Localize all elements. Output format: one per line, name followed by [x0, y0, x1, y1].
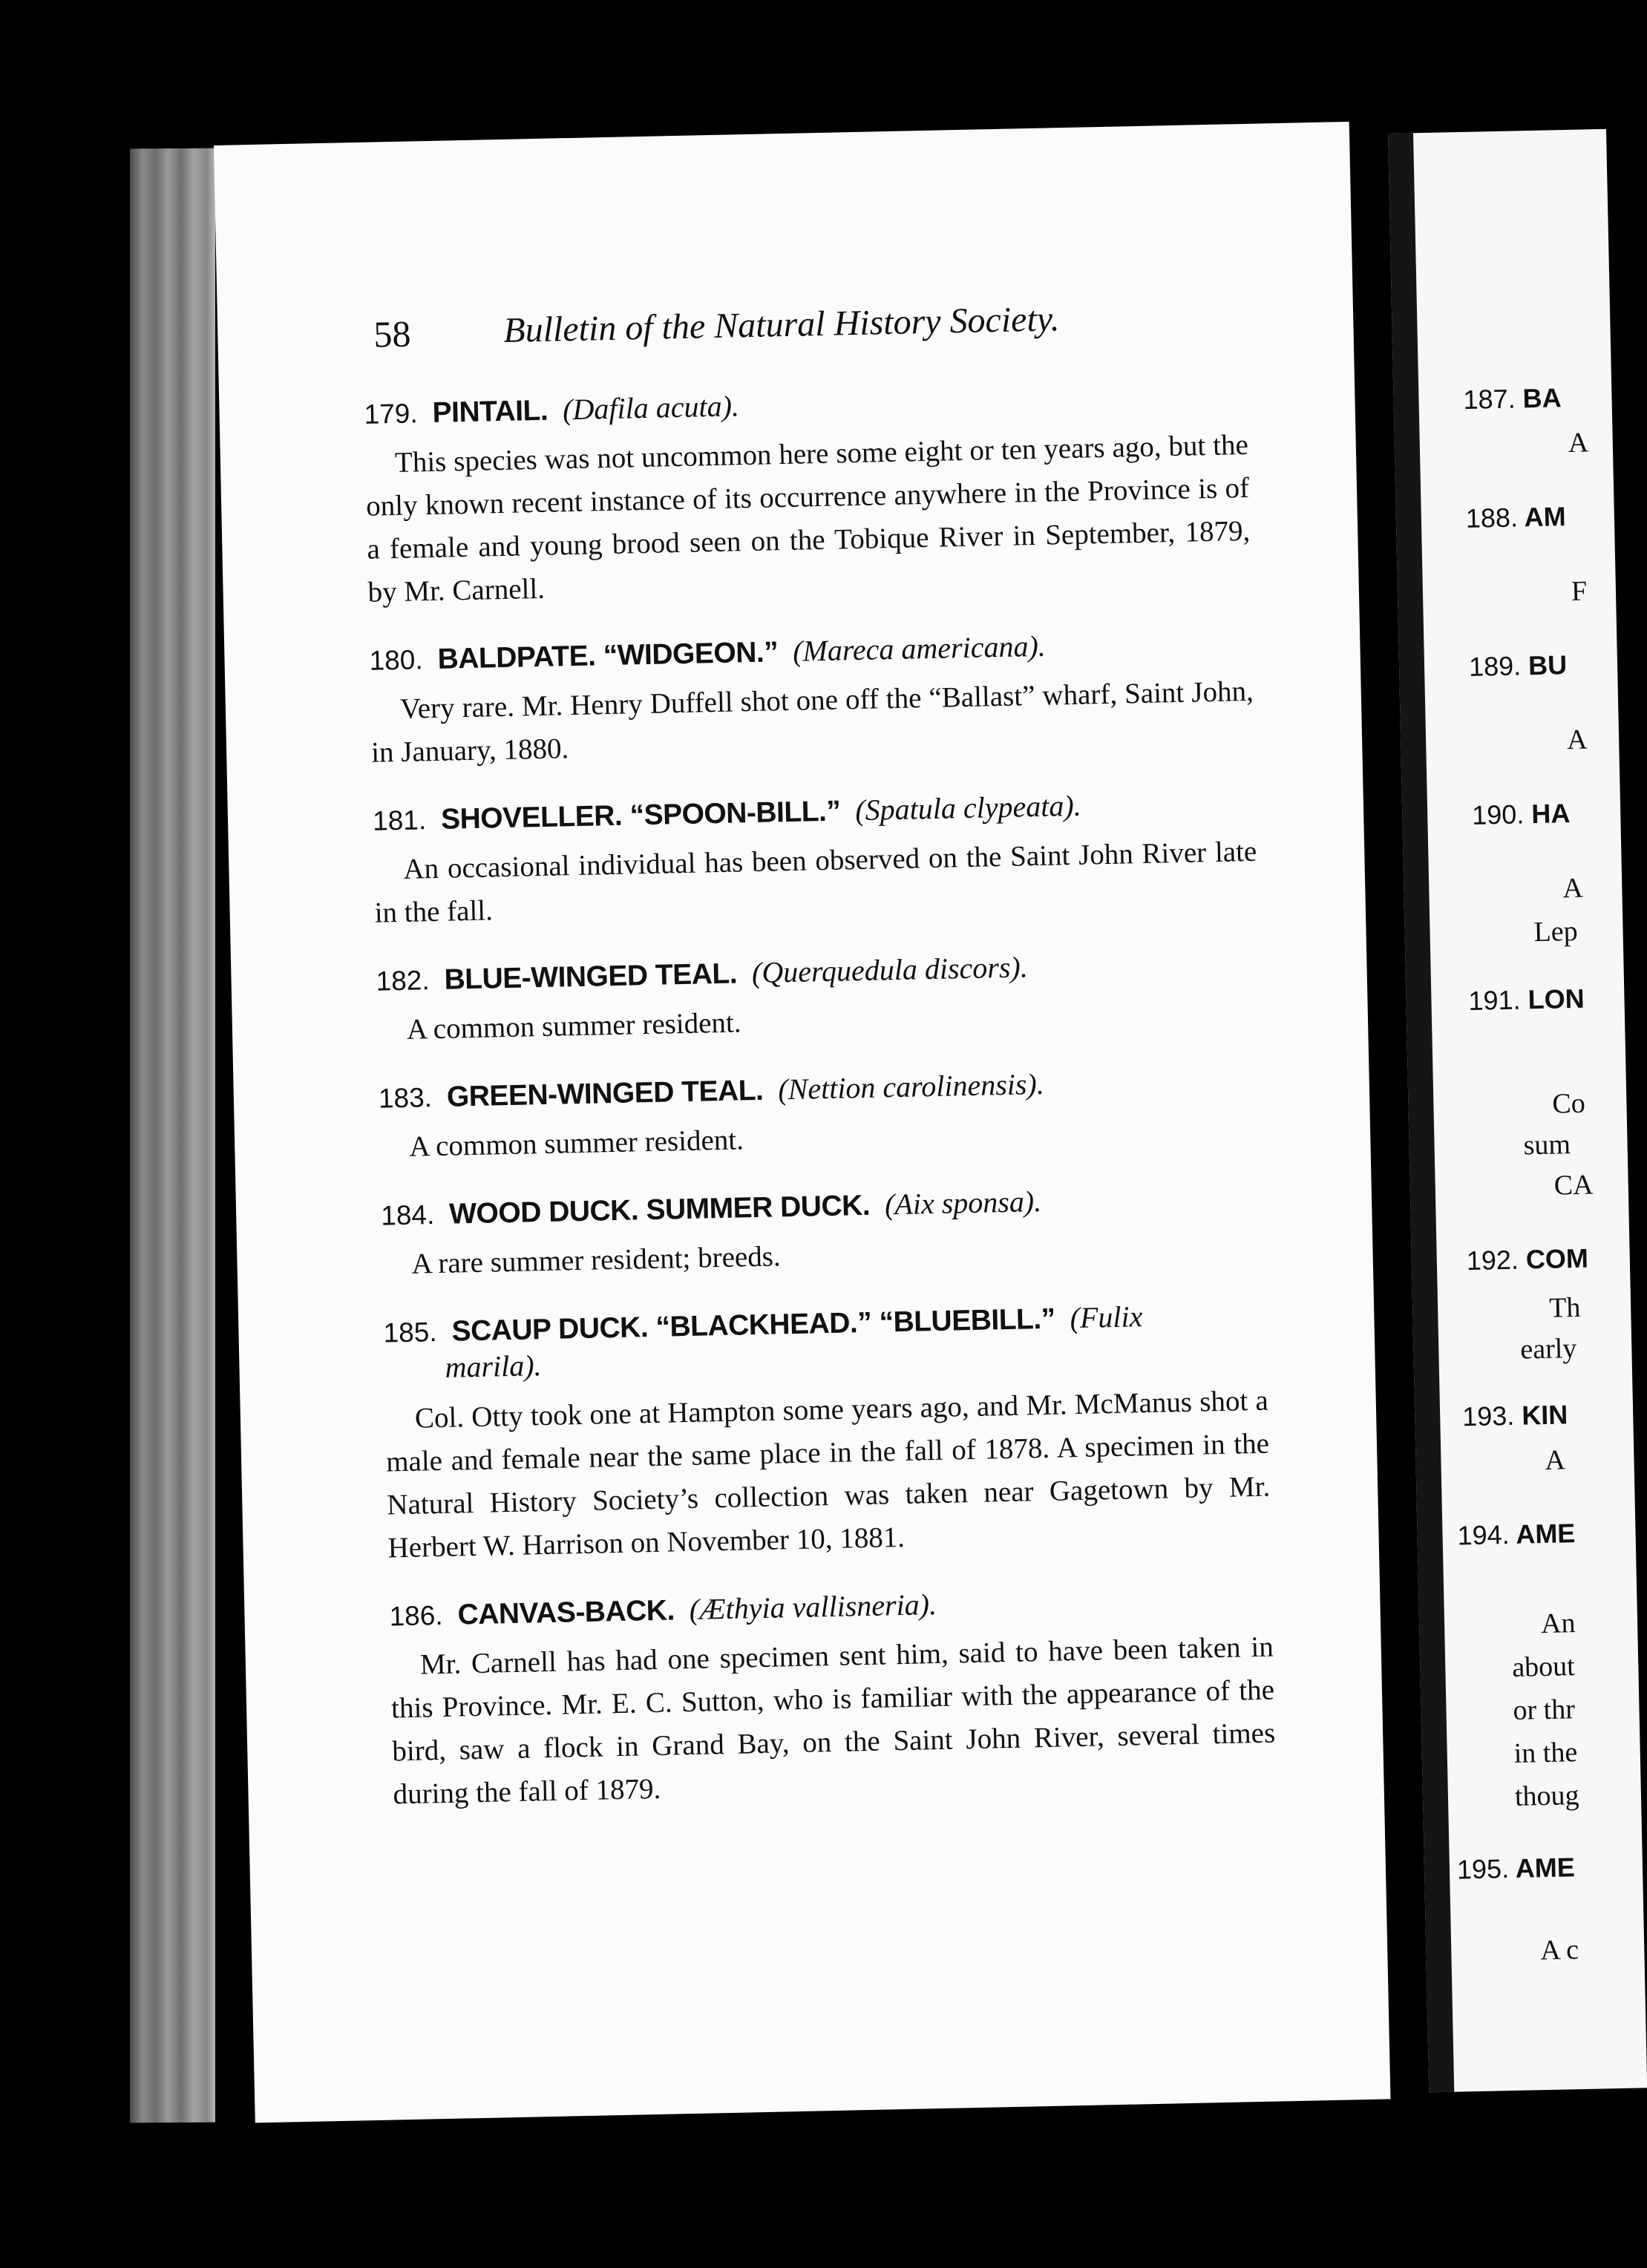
facing-text: F — [1571, 575, 1588, 607]
left-page — [214, 122, 1390, 2123]
facing-text: Lep — [1533, 915, 1579, 948]
latin-name: (Nettion carolinensis). — [777, 1066, 1045, 1107]
facing-text: Co — [1551, 1087, 1586, 1120]
page-number: 58 — [373, 312, 411, 355]
facing-text: A — [1568, 427, 1589, 459]
facing-entry-187: 187. BA — [1463, 382, 1562, 415]
entry-text: A common summer resident. — [408, 1124, 744, 1163]
facing-text: A — [1566, 724, 1588, 756]
common-name: SCAUP DUCK. “BLACKHEAD.” “BLUEBILL.” — [451, 1302, 1056, 1348]
facing-text: CA — [1553, 1169, 1594, 1202]
entry-text: A common summer resident. — [406, 1006, 741, 1046]
entry-number: 181. — [372, 804, 427, 836]
facing-page — [1388, 129, 1647, 2093]
common-name: BLUE-WINGED TEAL. — [444, 957, 738, 996]
book-page-edge — [130, 148, 215, 2123]
species-entry-182 — [376, 942, 1260, 1052]
facing-entry-193: 193. KIN — [1461, 1399, 1568, 1432]
latin-name: (Aix sponsa). — [884, 1184, 1042, 1222]
species-entry-185 — [383, 1294, 1271, 1570]
facing-text: or thr — [1513, 1694, 1576, 1726]
facing-entry-191: 191. LON — [1468, 983, 1585, 1016]
facing-text: A — [1562, 872, 1584, 905]
entry-text: Very rare. Mr. Henry Duffell shot one off the “Ballast” wharf, Saint John, in January, 1880. — [370, 675, 1254, 769]
latin-name: (Æthyia vallisneria). — [689, 1587, 937, 1627]
entry-number: 180. — [369, 644, 424, 676]
entry-number: 183. — [378, 1082, 433, 1114]
facing-text: in the — [1513, 1737, 1578, 1769]
common-name: GREEN-WINGED TEAL. — [446, 1074, 764, 1113]
journal-title: Bulletin of the Natural History Society. — [502, 299, 1060, 350]
facing-entry-190: 190. HA — [1471, 798, 1571, 830]
common-name: SHOVELLER. “SPOON-BILL.” — [440, 795, 841, 836]
common-name: CANVAS-BACK. — [457, 1594, 675, 1631]
species-list — [364, 375, 1277, 1841]
facing-text: A — [1545, 1444, 1566, 1476]
facing-text: An — [1540, 1607, 1576, 1640]
entry-number: 184. — [380, 1199, 435, 1231]
species-entry-179 — [364, 375, 1251, 614]
facing-entry-188: 188. AM — [1465, 501, 1567, 534]
entry-number: 182. — [376, 965, 430, 997]
facing-text: sum — [1523, 1129, 1571, 1161]
facing-text: Th — [1548, 1291, 1581, 1324]
facing-entry-195: 195. AME — [1456, 1852, 1576, 1885]
entry-number: 185. — [383, 1317, 437, 1348]
common-name: WOOD DUCK. SUMMER DUCK. — [448, 1189, 871, 1230]
facing-entry-192: 192. COM — [1466, 1242, 1589, 1276]
entry-number: 179. — [364, 398, 419, 430]
entry-number: 186. — [389, 1599, 443, 1632]
facing-entry-194: 194. AME — [1457, 1518, 1576, 1551]
latin-name: (Querquedula discors). — [751, 950, 1029, 990]
entry-text: Mr. Carnell has had one specimen sent him, said to have been taken in this Province. Mr. E. C. Sutton, who is familiar with the appearance of the bird, saw a flock in Grand Bay, on the Saint John River, several times during the fall of 1879. — [390, 1630, 1276, 1811]
entry-text: An occasional individual has been observed on the Saint John River late in the fall. — [374, 835, 1257, 929]
entry-text: This species was not uncommon here some eight or ten years ago, but the only known recent instance of its occurrence anywhere in the Province is of a female and young brood seen on the Tobique River in September, 1879, by Mr. Carnell. — [365, 428, 1251, 609]
latin-name: (Spatula clypeata). — [854, 788, 1082, 827]
common-name: BALDPATE. “WIDGEON.” — [437, 636, 779, 675]
species-entry-184 — [381, 1176, 1265, 1287]
common-name: PINTAIL. — [432, 394, 549, 429]
species-entry-186 — [389, 1577, 1277, 1817]
latin-name: (Fulix — [1070, 1299, 1143, 1335]
entry-text: Col. Otty took one at Hampton some years ago, and Mr. McManus shot a male and female near the same place in the fall of 1878. A specimen in the Natural History Society’s collection was taken near Gagetown by Mr. Herbert W. Harrison on November 10, 1881. — [385, 1384, 1271, 1564]
latin-name: (Mareca americana). — [792, 629, 1047, 668]
running-head — [373, 292, 1338, 355]
facing-entry-189: 189. BU — [1468, 649, 1568, 682]
species-entry-180 — [369, 621, 1255, 775]
facing-text: thoug — [1514, 1780, 1579, 1812]
latin-name-continued: marila). — [445, 1348, 542, 1384]
latin-name: (Dafila acuta). — [562, 389, 740, 427]
entry-text: A rare summer resident; breeds. — [411, 1240, 782, 1280]
facing-text: early — [1519, 1333, 1577, 1366]
species-entry-183 — [378, 1059, 1263, 1170]
facing-text: A c — [1539, 1934, 1579, 1967]
facing-text: about — [1511, 1651, 1576, 1683]
species-entry-181 — [373, 781, 1259, 935]
